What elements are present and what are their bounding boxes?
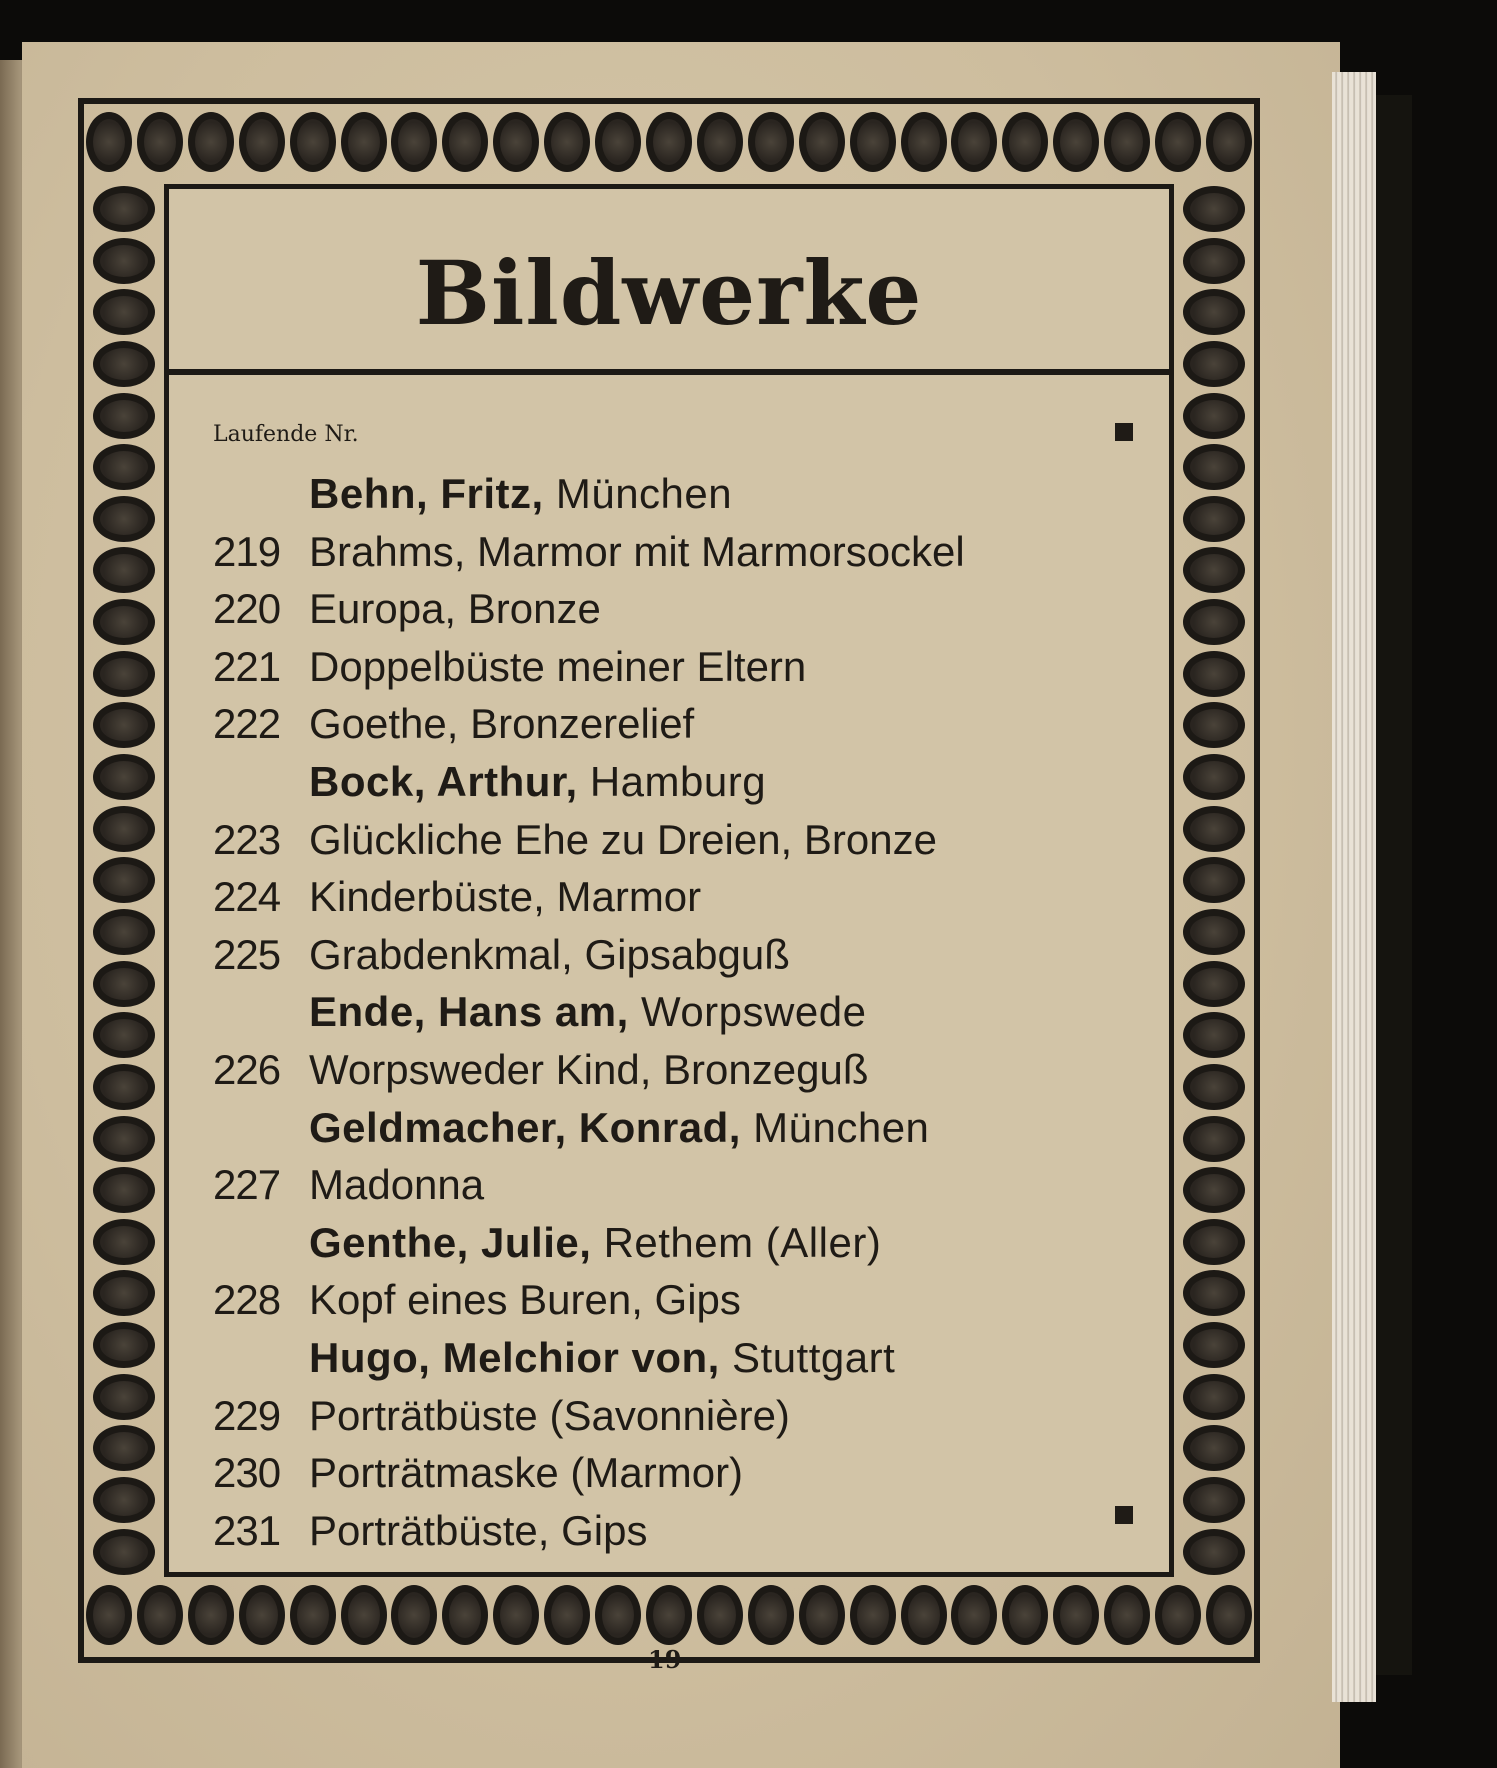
ornament-ring [1183, 1219, 1245, 1265]
entry-number: 222 [213, 700, 281, 748]
ornament-ring [442, 112, 488, 172]
entry-number: 229 [213, 1391, 281, 1439]
ornament-ring [93, 1219, 155, 1265]
ornament-ring [93, 496, 155, 542]
entry-title: Grabdenkmal, Gipsabguß [309, 930, 790, 978]
ornament-ring [1206, 1585, 1252, 1645]
ornament-ring [137, 1585, 183, 1645]
entry-title: Goethe, Bronzerelief [309, 700, 695, 748]
ornament-top [84, 104, 1254, 184]
entry-title: Doppelbüste meiner Eltern [309, 642, 807, 690]
page-title: Bildwerke [415, 241, 923, 345]
ornament-ring [901, 1585, 947, 1645]
catalogue-entry [169, 523, 1169, 581]
ornament-ring [93, 1322, 155, 1368]
entry-title: Glückliche Ehe zu Dreien, Bronze [309, 815, 937, 863]
ornament-ring [1183, 1167, 1245, 1213]
ornament-ring [1183, 1322, 1245, 1368]
ornament-ring [93, 547, 155, 593]
ornament-right [1174, 184, 1254, 1577]
ornament-ring [290, 112, 336, 172]
ornament-ring [1183, 444, 1245, 490]
ornament-ring [93, 289, 155, 335]
entry-title: Madonna [309, 1161, 485, 1209]
ornament-ring [93, 909, 155, 955]
artist-heading [169, 465, 1169, 523]
entry-number: 223 [213, 815, 281, 863]
entry-number: 221 [213, 642, 281, 690]
artist-name: Genthe, Julie, [309, 1218, 592, 1266]
ornament-ring [595, 112, 641, 172]
ornament-ring [1183, 186, 1245, 232]
ornament-ring [93, 393, 155, 439]
entry-title: Porträtbüste (Savonnière) [309, 1391, 790, 1439]
ornament-ring [1206, 112, 1252, 172]
artist-heading-text [309, 1099, 929, 1157]
artist-heading-text [309, 1214, 881, 1272]
ornament-ring [1183, 1270, 1245, 1316]
ornament-ring [93, 1477, 155, 1523]
artist-heading [169, 1329, 1169, 1387]
artist-place: Stuttgart [732, 1333, 896, 1381]
ornament-ring [442, 1585, 488, 1645]
ornament-ring [646, 112, 692, 172]
catalogue-entry [169, 580, 1169, 638]
ornament-ring [1183, 238, 1245, 284]
entry-number: 219 [213, 527, 281, 575]
catalogue-list [169, 465, 1169, 1559]
artist-name: Ende, Hans am, [309, 988, 629, 1036]
ornament-ring [1183, 1477, 1245, 1523]
ornament-ring [1002, 1585, 1048, 1645]
ornament-ring [93, 961, 155, 1007]
ornament-ring [850, 112, 896, 172]
cover-edge [1376, 95, 1412, 1675]
artist-heading [169, 983, 1169, 1041]
ornament-ring [290, 1585, 336, 1645]
entry-number: 231 [213, 1506, 281, 1554]
entry-title: Porträtmaske (Marmor) [309, 1449, 744, 1497]
artist-place: Hamburg [589, 757, 767, 805]
ornament-ring [1183, 857, 1245, 903]
artist-name: Geldmacher, Konrad, [309, 1103, 741, 1151]
entry-title: Kinderbüste, Marmor [309, 873, 702, 921]
catalogue-entry [169, 638, 1169, 696]
column-header: Laufende Nr. [213, 422, 359, 447]
artist-heading [169, 1099, 1169, 1157]
artist-heading-text [309, 465, 732, 523]
catalogue-entry [169, 1041, 1169, 1099]
catalogue-entry [169, 926, 1169, 984]
ornament-ring [93, 857, 155, 903]
ornament-ring [646, 1585, 692, 1645]
artist-place: Rethem (Aller) [603, 1218, 882, 1266]
ornament-ring [595, 1585, 641, 1645]
ornament-ring [93, 651, 155, 697]
entry-title: Brahms, Marmor mit Marmorsockel [309, 527, 965, 575]
ornament-ring [493, 112, 539, 172]
ornament-ring [1183, 289, 1245, 335]
ornament-ring [1183, 961, 1245, 1007]
ornament-ring [1183, 496, 1245, 542]
ornament-ring [239, 1585, 285, 1645]
ornament-ring [493, 1585, 539, 1645]
ornament-ring [748, 1585, 794, 1645]
ornament-ring [239, 112, 285, 172]
entry-number: 230 [213, 1449, 281, 1497]
ornament-ring [93, 1529, 155, 1575]
ornament-ring [1053, 1585, 1099, 1645]
ornament-ring [1183, 1064, 1245, 1110]
ornament-ring [1183, 1116, 1245, 1162]
content-panel [164, 184, 1174, 1577]
ornament-ring [391, 1585, 437, 1645]
ornament-ring [1183, 1529, 1245, 1575]
ornament-ring [1183, 702, 1245, 748]
ornament-ring [1183, 599, 1245, 645]
artist-name: Behn, Fritz, [309, 470, 544, 517]
ornament-ring [93, 599, 155, 645]
ornament-ring [1183, 393, 1245, 439]
artist-heading [169, 753, 1169, 811]
ornament-ring [86, 1585, 132, 1645]
entry-number: 226 [213, 1045, 281, 1093]
entry-title: Porträtbüste, Gips [309, 1506, 648, 1554]
ornament-ring [341, 1585, 387, 1645]
ornament-ring [188, 112, 234, 172]
ornament-ring [93, 186, 155, 232]
ornament-ring [1183, 1012, 1245, 1058]
artist-name: Hugo, Melchior von, [309, 1333, 720, 1381]
entry-number: 224 [213, 873, 281, 921]
ornament-ring [1183, 754, 1245, 800]
ornament-ring [544, 1585, 590, 1645]
entry-title: Europa, Bronze [309, 585, 601, 633]
ornament-ring [1183, 1425, 1245, 1471]
ornament-ring [93, 341, 155, 387]
square-ornament-bottom [1115, 1506, 1133, 1524]
artist-heading-text [309, 1329, 895, 1387]
ornament-ring [799, 112, 845, 172]
ornament-ring [93, 702, 155, 748]
catalogue-entry [169, 695, 1169, 753]
ornament-ring [1104, 112, 1150, 172]
ornament-ring [93, 238, 155, 284]
ornament-ring [93, 1425, 155, 1471]
ornament-ring [1053, 112, 1099, 172]
ornament-ring [391, 112, 437, 172]
ornament-ring [1183, 547, 1245, 593]
ornament-left [84, 184, 164, 1577]
ornament-ring [1183, 1374, 1245, 1420]
ornament-ring [86, 112, 132, 172]
ornament-ring [1183, 341, 1245, 387]
artist-place: München [555, 470, 733, 517]
ornament-ring [93, 1270, 155, 1316]
entry-title: Worpsweder Kind, Bronzeguß [309, 1045, 869, 1093]
ornament-ring [1183, 806, 1245, 852]
ornament-ring [901, 112, 947, 172]
ornament-ring [1183, 909, 1245, 955]
entry-number: 228 [213, 1276, 281, 1324]
ornament-ring [93, 1116, 155, 1162]
artist-place: Worpswede [640, 988, 867, 1036]
ornament-ring [544, 112, 590, 172]
square-ornament-top [1115, 423, 1133, 441]
artist-name: Bock, Arthur, [309, 757, 578, 805]
ornament-ring [93, 1167, 155, 1213]
artist-heading [169, 1214, 1169, 1272]
entry-number: 220 [213, 585, 281, 633]
page-edges [1332, 72, 1376, 1702]
catalogue-entry [169, 868, 1169, 926]
ornament-ring [137, 112, 183, 172]
ornament-ring [799, 1585, 845, 1645]
artist-heading-text [309, 983, 866, 1041]
catalogue-entry [169, 1502, 1169, 1560]
ornament-ring [341, 112, 387, 172]
ornament-ring [697, 112, 743, 172]
artist-heading-text [309, 753, 766, 811]
ornament-ring [1155, 1585, 1201, 1645]
catalogue-entry [169, 1444, 1169, 1502]
ornament-ring [93, 1012, 155, 1058]
entry-title: Kopf eines Buren, Gips [309, 1276, 741, 1324]
ornament-ring [1002, 112, 1048, 172]
ornament-ring [93, 754, 155, 800]
ornament-ring [1155, 112, 1201, 172]
ornament-ring [93, 806, 155, 852]
title-divider [169, 369, 1169, 375]
ornament-ring [697, 1585, 743, 1645]
catalogue-entry [169, 1156, 1169, 1214]
page-number: 19 [648, 1645, 682, 1674]
ornament-ring [1183, 651, 1245, 697]
ornament-ring [850, 1585, 896, 1645]
artist-place: München [753, 1103, 930, 1151]
catalogue-entry [169, 811, 1169, 869]
entry-number: 225 [213, 930, 281, 978]
entry-number: 227 [213, 1161, 281, 1209]
ornament-ring [748, 112, 794, 172]
ornament-ring [93, 444, 155, 490]
ornament-ring [1104, 1585, 1150, 1645]
ornament-ring [188, 1585, 234, 1645]
catalogue-entry [169, 1387, 1169, 1445]
ornament-ring [951, 1585, 997, 1645]
ornament-ring [951, 112, 997, 172]
ornament-ring [93, 1374, 155, 1420]
catalogue-entry [169, 1271, 1169, 1329]
ornament-ring [93, 1064, 155, 1110]
